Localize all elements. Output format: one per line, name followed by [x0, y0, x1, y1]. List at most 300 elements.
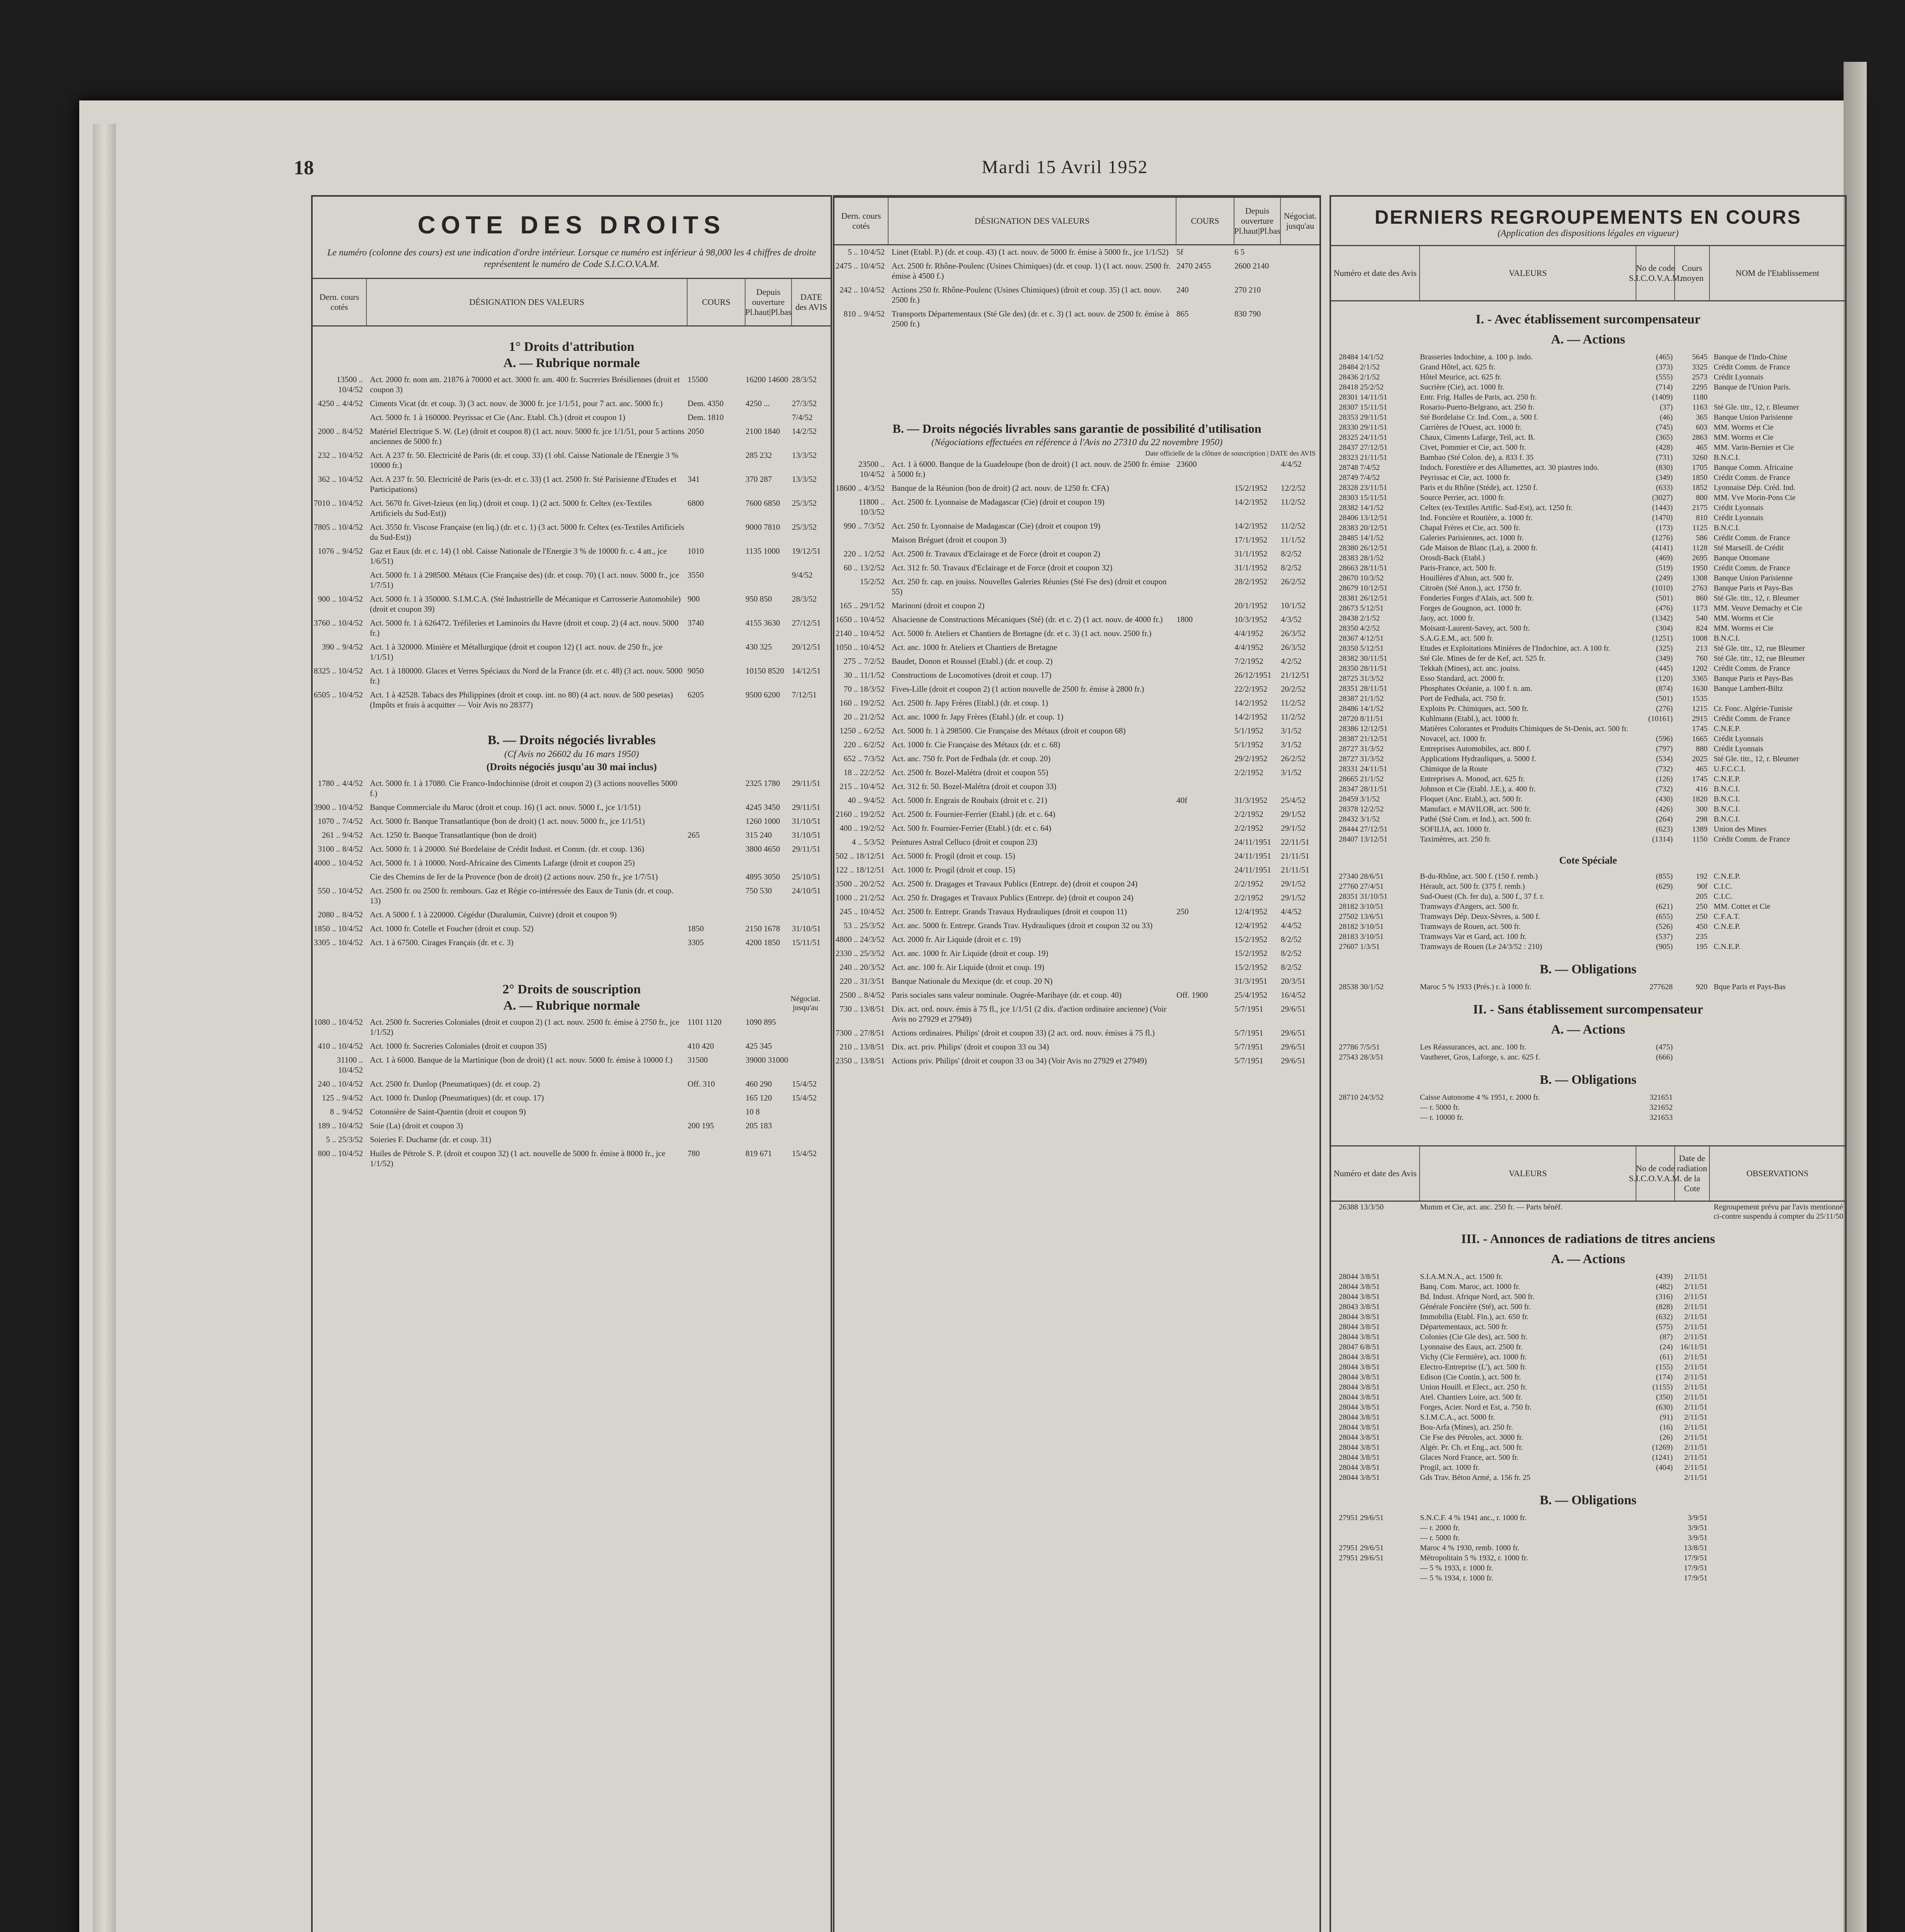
- row-cours: 3740: [688, 618, 704, 628]
- row-designation: Act. 250 fr. Lyonnaise de Madagascar (Cie) (droit et coupon 19): [892, 521, 1101, 531]
- row-etablissement: Crédit Lyonnais: [1714, 373, 1764, 381]
- row-haut-bas: 2100 1840: [746, 427, 780, 436]
- row-date: 220 .. 6/2/52: [843, 740, 885, 749]
- row-cours: 410 420: [688, 1041, 714, 1051]
- row-cours-moyen: 2025: [1692, 755, 1708, 763]
- row-avis: 21/11/51: [1281, 851, 1309, 861]
- row-code: (1342): [1652, 614, 1673, 622]
- row-avis: [1281, 261, 1319, 281]
- row-code: (430): [1656, 795, 1673, 803]
- row-etablissement: Banque Union Parisienne: [1714, 413, 1793, 422]
- row-code: (439): [1656, 1272, 1673, 1281]
- row-avis-numero: 28182 3/10/51: [1339, 902, 1384, 911]
- row-date: 242 .. 10/4/52: [839, 285, 885, 294]
- row-cours: [1176, 893, 1234, 903]
- row-date: 240 .. 20/3/52: [839, 963, 885, 972]
- row-avis: 29/1/52: [1281, 810, 1306, 819]
- row-date: 245 .. 10/4/52: [839, 907, 885, 916]
- row-designation: Act. anc. 5000 fr. Entrepr. Grands Trav. Hydrauliques (droit et coupon 32 ou 33): [892, 921, 1153, 930]
- row-designation: Linet (Etabl. P.) (dr. et coup. 43) (1 act. nouv. de 5000 fr. émise à 5000 fr., jce 1/1/52): [892, 247, 1169, 257]
- row-valeur: Colonies (Cie Gle des), act. 500 fr.: [1420, 1333, 1528, 1341]
- row-haut-bas: 12/4/1952: [1234, 921, 1268, 930]
- row-haut-bas: 950 850: [746, 594, 772, 604]
- row-valeur: — r. 10000 fr.: [1420, 1113, 1464, 1122]
- table-row: [834, 976, 1319, 986]
- row-cours: 240: [1176, 285, 1189, 294]
- row-avis-numero: 28387 21/1/52: [1339, 694, 1384, 703]
- row-cours: [688, 816, 746, 826]
- table-row: [1331, 714, 1845, 723]
- row-valeur: Esso Standard, act. 2000 fr.: [1420, 674, 1505, 683]
- table-row: [834, 990, 1319, 1000]
- row-valeur: Tramways Var et Gard, act. 100 fr.: [1420, 932, 1527, 941]
- row-avis: 25/10/51: [792, 872, 821, 881]
- row-cours-moyen: 205: [1696, 892, 1708, 901]
- row-avis: 15/4/52: [792, 1079, 817, 1088]
- row-cours-moyen: 2/11/51: [1684, 1463, 1708, 1472]
- row-designation: Act. 5000 fr. Engrais de Roubaix (droit et c. 21): [892, 796, 1047, 805]
- row-cours: 200 195: [688, 1121, 714, 1130]
- row-date: 210 .. 13/8/51: [839, 1042, 885, 1051]
- row-cours: [1176, 753, 1234, 764]
- row-avis: 8/2/52: [1281, 949, 1302, 958]
- row-designation: Act. 5000 fr. 1 à 17080. Cie Franco-Indochinoise (droit et coupon 2) (3 actions nouvelles 5000 f.): [370, 779, 678, 798]
- row-designation: Act. 1 à 6000. Banque de la Martinique (bon de droit) (1 act. nouv. 5000 fr. émise à 10000 f.): [370, 1055, 673, 1065]
- section-head: [313, 995, 831, 1013]
- table-row: [1331, 1292, 1845, 1301]
- row-date: 1250 .. 6/2/52: [839, 726, 885, 735]
- row-code: (666): [1656, 1053, 1673, 1061]
- row-designation: Act. 2500 fr. Dragages et Travaux Publics (Entrepr. de) (droit et coupon 24): [892, 879, 1138, 888]
- table-row: [834, 781, 1319, 791]
- table-row: [1331, 1312, 1845, 1321]
- row-designation: Maison Bréguet (droit et coupon 3): [892, 535, 1006, 544]
- row-valeur: — r. 5000 fr.: [1420, 1103, 1460, 1112]
- row-avis: 8/2/52: [1281, 563, 1302, 572]
- row-cours-moyen: 298: [1696, 815, 1708, 823]
- row-etablissement: Banque de l'Indo-Chine: [1714, 353, 1788, 361]
- row-designation: Act. A 237 fr. 50. Electricité de Paris (dr. et coup. 33) (1 obl. Caisse Nationale de l'Energie 3 % 10000 fr.): [370, 451, 679, 470]
- row-etablissement: Banque de l'Union Paris.: [1714, 383, 1791, 391]
- row-code: [1636, 1543, 1675, 1553]
- row-avis: 28/3/52: [792, 375, 817, 384]
- row-avis-numero: 28044 3/8/51: [1339, 1453, 1380, 1462]
- row-avis-numero: 28047 6/8/51: [1339, 1343, 1380, 1351]
- row-etablissement: [1710, 1423, 1845, 1432]
- row-haut-bas: 5/7/1951: [1234, 1042, 1263, 1051]
- row-date: 400 .. 19/2/52: [839, 823, 885, 833]
- row-avis: 21/12/51: [1281, 670, 1310, 680]
- row-cours-moyen: 824: [1696, 624, 1708, 633]
- row-date: 4800 .. 24/3/52: [835, 935, 885, 944]
- row-valeur: Départementaux, act. 500 fr.: [1420, 1323, 1508, 1331]
- row-cours: Dem. 1810: [688, 413, 724, 422]
- row-code: (404): [1656, 1463, 1673, 1472]
- row-valeur: Brasseries Indochine, a. 100 p. indo.: [1420, 353, 1533, 361]
- row-avis-numero: 28350 5/12/51: [1339, 644, 1384, 653]
- row-date: 4250 .. 4/4/52: [318, 399, 363, 408]
- table-row: [1331, 1103, 1845, 1112]
- row-avis-numero: 28380 26/12/51: [1339, 544, 1388, 552]
- row-cours-moyen: 1745: [1692, 775, 1708, 783]
- row-code: (575): [1656, 1323, 1673, 1331]
- table-row: [834, 261, 1319, 281]
- row-designation: Actions 250 fr. Rhône-Poulenc (Usines Chimiques) (droit et coup. 35) (1 act. nouv. 2500 fr.): [892, 285, 1162, 304]
- row-valeur: Matières Colorantes et Produits Chimiques de St-Denis, act. 500 fr.: [1420, 724, 1628, 733]
- row-valeur: Citroën (Sté Anon.), act. 1750 fr.: [1420, 584, 1522, 592]
- regroup-table-header: [1331, 245, 1845, 301]
- row-valeur: S.A.G.E.M., act. 500 fr.: [1420, 634, 1494, 643]
- row-etablissement: B.N.C.I.: [1714, 815, 1740, 823]
- row-cours-moyen: 2/11/51: [1684, 1373, 1708, 1381]
- row-code: [1636, 1533, 1675, 1543]
- row-valeur: Civet, Pommier et Cie, act. 500 fr.: [1420, 443, 1526, 452]
- row-valeur: Pathé (Sté Com. et Ind.), act. 500 fr.: [1420, 815, 1532, 823]
- table-row: [1331, 882, 1845, 891]
- row-avis-numero: 28331 24/11/51: [1339, 765, 1387, 773]
- row-cours: [1176, 851, 1234, 861]
- row-date: 362 .. 10/4/52: [318, 474, 363, 484]
- row-avis-numero: 27951 29/6/51: [1339, 1514, 1384, 1522]
- row-valeur: Houillères d'Ahun, act. 500 fr.: [1420, 574, 1513, 582]
- row-etablissement: Sté Marseill. de Crédit: [1714, 544, 1784, 552]
- g2b-list: [1331, 1093, 1845, 1122]
- row-valeur: Forges de Gougnon, act. 1000 fr.: [1420, 604, 1522, 612]
- row-valeur: Forges, Acier. Nord et Est, a. 750 fr.: [1420, 1403, 1532, 1412]
- row-avis: 15/4/52: [792, 1093, 817, 1102]
- table-row: [834, 535, 1319, 545]
- row-designation: Act. 2500 fr. Entrepr. Grands Travaux Hydrauliques (droit et coupon 11): [892, 907, 1127, 916]
- col-header-cours-moyen: Cours moyen: [1675, 246, 1710, 300]
- section-note: (Droits négociés jusqu'au 30 mai inclus): [486, 761, 657, 772]
- row-avis: 25/3/52: [792, 522, 817, 532]
- table-row: [834, 600, 1319, 611]
- row-etablissement: [1710, 1093, 1845, 1102]
- table-row: [1331, 1332, 1845, 1342]
- table-row: [1331, 443, 1845, 452]
- row-avis: 11/2/52: [1281, 497, 1306, 507]
- row-haut-bas: 5/7/1951: [1234, 1056, 1263, 1065]
- row-valeur: Johnson et Cie (Etabl. J.E.), a. 400 fr.: [1420, 785, 1536, 793]
- row-etablissement: [1710, 1312, 1845, 1321]
- issue-date: Mardi 15 Avril 1952: [982, 157, 1148, 177]
- table-row: [1331, 604, 1845, 613]
- row-designation: Act. 2500 fr. Lyonnaise de Madagascar (Cie) (droit et coupon 19): [892, 497, 1105, 507]
- row-valeur: Union Houill. et Elect., act. 250 fr.: [1420, 1383, 1527, 1391]
- row-valeur: Gds Trav. Béton Armé, a. 156 fr. 25: [1420, 1473, 1530, 1482]
- row-avis: 29/6/51: [1281, 1042, 1306, 1051]
- table-row: [1331, 1282, 1845, 1291]
- row-date: 23500 .. 10/4/52: [858, 459, 885, 479]
- row-valeur: B-du-Rhône, act. 500 f. (150 f. remb.): [1420, 872, 1538, 881]
- row-cours: [1176, 577, 1234, 597]
- row-etablissement: U.F.C.C.I.: [1714, 765, 1746, 773]
- row-cours: 341: [688, 474, 700, 484]
- row-cours-moyen: 603: [1696, 423, 1708, 432]
- col-header-dern: Dern. cours cotés: [313, 279, 367, 325]
- row-cours-moyen: 760: [1696, 654, 1708, 663]
- row-valeur: Applications Hydrauliques, a. 5000 f.: [1420, 755, 1536, 763]
- table-row: [1331, 1553, 1845, 1563]
- row-cours: Dem. 4350: [688, 399, 724, 408]
- row-avis: [792, 1107, 831, 1117]
- row-haut-bas: 14/2/1952: [1234, 698, 1268, 707]
- row-code: (855): [1656, 872, 1673, 881]
- row-avis-numero: 26388 13/3/50: [1339, 1203, 1384, 1211]
- row-etablissement: [1710, 1513, 1845, 1522]
- table-row: [1331, 423, 1845, 432]
- row-avis: 4/4/52: [1281, 921, 1302, 930]
- row-code: (350): [1656, 1393, 1673, 1401]
- row-haut-bas: 31/3/1952: [1234, 796, 1268, 805]
- row-cours-moyen: 2/11/51: [1684, 1353, 1708, 1361]
- row-avis-numero: 28381 26/12/51: [1339, 594, 1388, 602]
- row-cours: [1176, 1028, 1234, 1038]
- row-cours-moyen: 2915: [1692, 714, 1708, 723]
- row-cours: [1176, 497, 1234, 517]
- col-header-date-radiation: Date de radiation de la Cote: [1675, 1146, 1710, 1201]
- table-row: [1331, 433, 1845, 442]
- table-row: [834, 809, 1319, 819]
- row-valeur: Orosdi-Back (Etabl.): [1420, 554, 1485, 562]
- row-date: 5 .. 25/3/52: [326, 1135, 363, 1144]
- row-cours: 900: [688, 594, 700, 604]
- row-cours-moyen: 17/9/51: [1684, 1554, 1708, 1562]
- row-etablissement: [1710, 1332, 1845, 1342]
- row-valeur: Paris-France, act. 500 fr.: [1420, 564, 1496, 572]
- row-cours-moyen: 540: [1696, 614, 1708, 622]
- row-cours-moyen: 2695: [1692, 554, 1708, 562]
- row-valeur: S.I.A.M.N.A., act. 1500 fr.: [1420, 1272, 1503, 1281]
- section-title: 2° Droits de souscription: [502, 982, 641, 997]
- row-cours: Off. 1900: [1176, 990, 1208, 1000]
- row-cours: [1176, 483, 1234, 493]
- row-cours-moyen: 2/11/51: [1684, 1423, 1708, 1432]
- table-row: [834, 497, 1319, 517]
- table-row: [313, 1041, 831, 1051]
- row-etablissement: Banque Paris et Pays-Bas: [1714, 584, 1793, 592]
- row-avis: 29/11/51: [792, 803, 821, 812]
- row-cours-moyen: 300: [1696, 805, 1708, 813]
- table-row: [1331, 1563, 1845, 1573]
- row-date: 4 .. 5/3/52: [851, 837, 885, 847]
- row-designation: Banque Nationale du Mexique (dr. et coup. 20 N): [892, 976, 1053, 986]
- row-code: (830): [1656, 463, 1673, 472]
- table-row: [1331, 1113, 1845, 1122]
- table-row: [1331, 1202, 1845, 1221]
- row-avis-numero: 28406 13/12/51: [1339, 514, 1388, 522]
- row-avis: 27/12/51: [792, 618, 821, 628]
- row-valeur: Mumm et Cie, act. anc. 250 fr. — Parts bénéf.: [1420, 1203, 1563, 1211]
- col2-table-header: [834, 197, 1319, 245]
- closing-date-header: Date officielle de la clôture de souscription | DATE des AVIS: [1145, 449, 1316, 457]
- row-cours-moyen: 2/11/51: [1684, 1323, 1708, 1331]
- row-cours: [1176, 962, 1234, 972]
- row-cours-moyen: 1202: [1692, 664, 1708, 673]
- table-row: [1331, 483, 1845, 492]
- row-cours-moyen: 2863: [1692, 433, 1708, 442]
- row-date: 730 .. 13/8/51: [839, 1004, 885, 1014]
- row-avis: 3/1/52: [1281, 726, 1302, 735]
- s2-list: [313, 778, 831, 947]
- row-designation: Transports Départementaux (Sté Gle des) (dr. et c. 3) (1 act. nouv. de 2500 fr. émise à 2500 fr.): [892, 309, 1170, 328]
- table-row: [1331, 922, 1845, 931]
- table-row: [1331, 573, 1845, 583]
- row-etablissement: C.N.E.P.: [1714, 775, 1740, 783]
- row-date: [313, 412, 367, 422]
- row-cours-moyen: 90f: [1697, 882, 1708, 891]
- row-cours-moyen: 1215: [1692, 704, 1708, 713]
- row-code: (526): [1656, 922, 1673, 931]
- row-avis-numero: 28386 12/12/51: [1339, 724, 1388, 733]
- row-avis: 26/3/52: [1281, 643, 1306, 652]
- row-etablissement: Crédit Lyonnais: [1714, 514, 1764, 522]
- row-cours: 15500: [688, 375, 708, 384]
- row-date: 3500 .. 20/2/52: [835, 879, 885, 888]
- row-avis: 29/1/52: [1281, 893, 1306, 902]
- table-row: [1331, 1543, 1845, 1553]
- row-cours-moyen: 2295: [1692, 383, 1708, 391]
- row-designation: Dix. act. priv. Philips' (droit et coupon 33 ou 34): [892, 1042, 1049, 1051]
- row-avis-numero: 27760 27/4/51: [1339, 882, 1384, 891]
- row-avis-numero: [1331, 1103, 1420, 1112]
- row-date: 7010 .. 10/4/52: [313, 498, 363, 508]
- row-cours: [1176, 823, 1234, 833]
- row-haut-bas: 2150 1678: [746, 924, 780, 933]
- row-cours-moyen: 5645: [1692, 353, 1708, 361]
- row-designation: Banque Commerciale du Maroc (droit et coup. 16) (1 act. nouv. 5000 f., jce 1/1/51): [370, 803, 641, 812]
- row-etablissement: Crédit Lyonnais: [1714, 745, 1764, 753]
- row-code: (731): [1656, 453, 1673, 462]
- row-date: 215 .. 10/4/52: [839, 782, 885, 791]
- table-row: [834, 726, 1319, 736]
- row-designation: Act. 500 fr. Fournier-Ferrier (Etabl.) (dr. et c. 64): [892, 823, 1052, 833]
- table-row: [313, 844, 831, 854]
- row-etablissement: MM. Cottet et Cie: [1714, 902, 1771, 911]
- row-date: 3760 .. 10/4/52: [313, 618, 363, 628]
- row-haut-bas: 2/2/1952: [1234, 879, 1263, 888]
- table-row: [834, 1042, 1319, 1052]
- row-cours: [1176, 781, 1234, 791]
- row-etablissement: C.I.C.: [1714, 892, 1733, 901]
- row-haut-bas: 4200 1850: [746, 938, 780, 947]
- row-code: [1636, 1523, 1675, 1532]
- row-designation: Banque de la Réunion (bon de droit) (2 act. nouv. de 1250 fr. CFA): [892, 483, 1109, 493]
- row-cours-moyen: 250: [1696, 902, 1708, 911]
- row-etablissement: [1710, 932, 1845, 941]
- table-row: [1331, 1043, 1845, 1052]
- col-header-ouverture: Depuis ouverture Pl.haut|Pl.bas: [1234, 198, 1281, 244]
- row-cours: [1176, 920, 1234, 930]
- row-valeur: — r. 5000 fr.: [1420, 1534, 1460, 1542]
- row-valeur: Vichy (Cie Fermière), act. 1000 fr.: [1420, 1353, 1527, 1361]
- section-subtitle: B. — Obligations: [1539, 1493, 1637, 1507]
- row-code: (874): [1656, 684, 1673, 693]
- row-code: (905): [1656, 942, 1673, 951]
- row-valeur: Entreprises Automobiles, act. 800 f.: [1420, 745, 1531, 753]
- row-etablissement: [1710, 1113, 1845, 1122]
- row-date: 410 .. 10/4/52: [318, 1041, 363, 1051]
- table-row: [834, 577, 1319, 597]
- row-avis-numero: 28044 3/8/51: [1339, 1282, 1380, 1291]
- row-etablissement: [1710, 1103, 1845, 1112]
- row-code: (623): [1656, 825, 1673, 833]
- row-avis: 4/2/52: [1281, 656, 1302, 666]
- table-row: [834, 628, 1319, 638]
- row-valeur: Edison (Cie Contin.), act. 500 fr.: [1420, 1373, 1521, 1381]
- row-code: (325): [1656, 644, 1673, 653]
- table-row: [313, 1055, 831, 1075]
- row-date: 220 .. 31/3/51: [839, 976, 885, 986]
- row-designation: Cotonnière de Saint-Quentin (droit et coupon 9): [370, 1107, 526, 1116]
- col-header-dern: Dern. cours cotés: [834, 198, 889, 244]
- row-date: 20 .. 21/2/52: [843, 712, 885, 721]
- row-avis-numero: 28044 3/8/51: [1339, 1433, 1380, 1442]
- table-row: [1331, 513, 1845, 522]
- row-cours-moyen: 1820: [1692, 795, 1708, 803]
- row-designation: Act. 2500 fr. Sucreries Coloniales (droit et coupon 2) (1 act. nouv. 2500 fr. émise à 2750 fr., jce 1/1/52): [370, 1017, 679, 1037]
- row-cours: [1176, 521, 1234, 531]
- col-header-observations: OBSERVATIONS: [1746, 1168, 1809, 1178]
- row-etablissement: B.N.C.I.: [1714, 785, 1740, 793]
- table-row: [1331, 473, 1845, 482]
- row-valeur: Chapal Frères et Cie, act. 500 fr.: [1420, 524, 1520, 532]
- row-designation: Act. 5000 fr. 1 à 626472. Tréfileries et Laminoirs du Havre (droit et coup. 2) (4 act. nouv. 5000 fr.): [370, 618, 679, 638]
- col-header-numero: Numéro et date des Avis: [1331, 246, 1420, 300]
- row-etablissement: Regroupement prévu par l'avis mentionné ci-contre suspendu à compter du 25/11/50: [1714, 1203, 1844, 1221]
- row-avis: 14/2/52: [792, 427, 817, 436]
- row-designation: Actions ordinaires. Philips' (droit et coupon 33) (2 act. ord. nouv. émises à 75 fl.): [892, 1028, 1155, 1037]
- table-row: [1331, 774, 1845, 784]
- table-row: [313, 522, 831, 542]
- row-code: (1443): [1652, 503, 1673, 512]
- row-cours: 1800: [1176, 615, 1193, 624]
- section-title: II. - Sans établissement surcompensateur: [1473, 1002, 1703, 1017]
- row-valeur: Novacel, act. 1000 fr.: [1420, 735, 1487, 743]
- row-designation: Act. 2500 fr. ou 2500 fr. rembours. Gaz et Régie co-intéressée des Eaux de Tunis (dr. et coup. 13): [370, 886, 674, 905]
- table-row: [1331, 872, 1845, 881]
- row-code: [1636, 1573, 1675, 1583]
- row-valeur: Glaces Nord France, act. 500 fr.: [1420, 1453, 1519, 1462]
- table-row: [1331, 563, 1845, 573]
- section-subtitle: A. — Rubrique normale: [503, 356, 640, 370]
- table-row: [1331, 902, 1845, 911]
- row-etablissement: [1710, 1282, 1845, 1291]
- row-cours-moyen: 2/11/51: [1684, 1303, 1708, 1311]
- s1-list: [313, 374, 831, 710]
- row-avis: 15/4/52: [792, 1149, 817, 1158]
- table-row: [313, 1079, 831, 1089]
- row-date: 1650 .. 10/4/52: [835, 615, 885, 624]
- row-designation: Act. 1 à 320000. Minière et Métallurgique (droit et coupon 12) (1 act. nouv. de 250 fr., jce 1/1/51): [370, 642, 662, 662]
- row-cours-moyen: 2/11/51: [1684, 1443, 1708, 1452]
- table-row: [834, 309, 1319, 329]
- row-avis: 13/3/52: [792, 474, 817, 484]
- table-row: [1331, 704, 1845, 713]
- table-row: [834, 865, 1319, 875]
- row-cours-moyen: 860: [1696, 594, 1708, 602]
- row-cours: [688, 886, 746, 906]
- row-etablissement: MM. Worms et Cie: [1714, 433, 1774, 442]
- row-date: 2330 .. 25/3/52: [835, 949, 885, 958]
- row-avis-numero: 28043 3/8/51: [1339, 1303, 1380, 1311]
- row-valeur: Tramways Dép. Deux-Sèvres, a. 500 f.: [1420, 912, 1540, 921]
- row-cours: 865: [1176, 309, 1189, 318]
- row-code: (120): [1656, 674, 1673, 683]
- g3b-list: [1331, 1513, 1845, 1583]
- table-row: [834, 670, 1319, 680]
- row-avis: 29/11/51: [792, 844, 821, 854]
